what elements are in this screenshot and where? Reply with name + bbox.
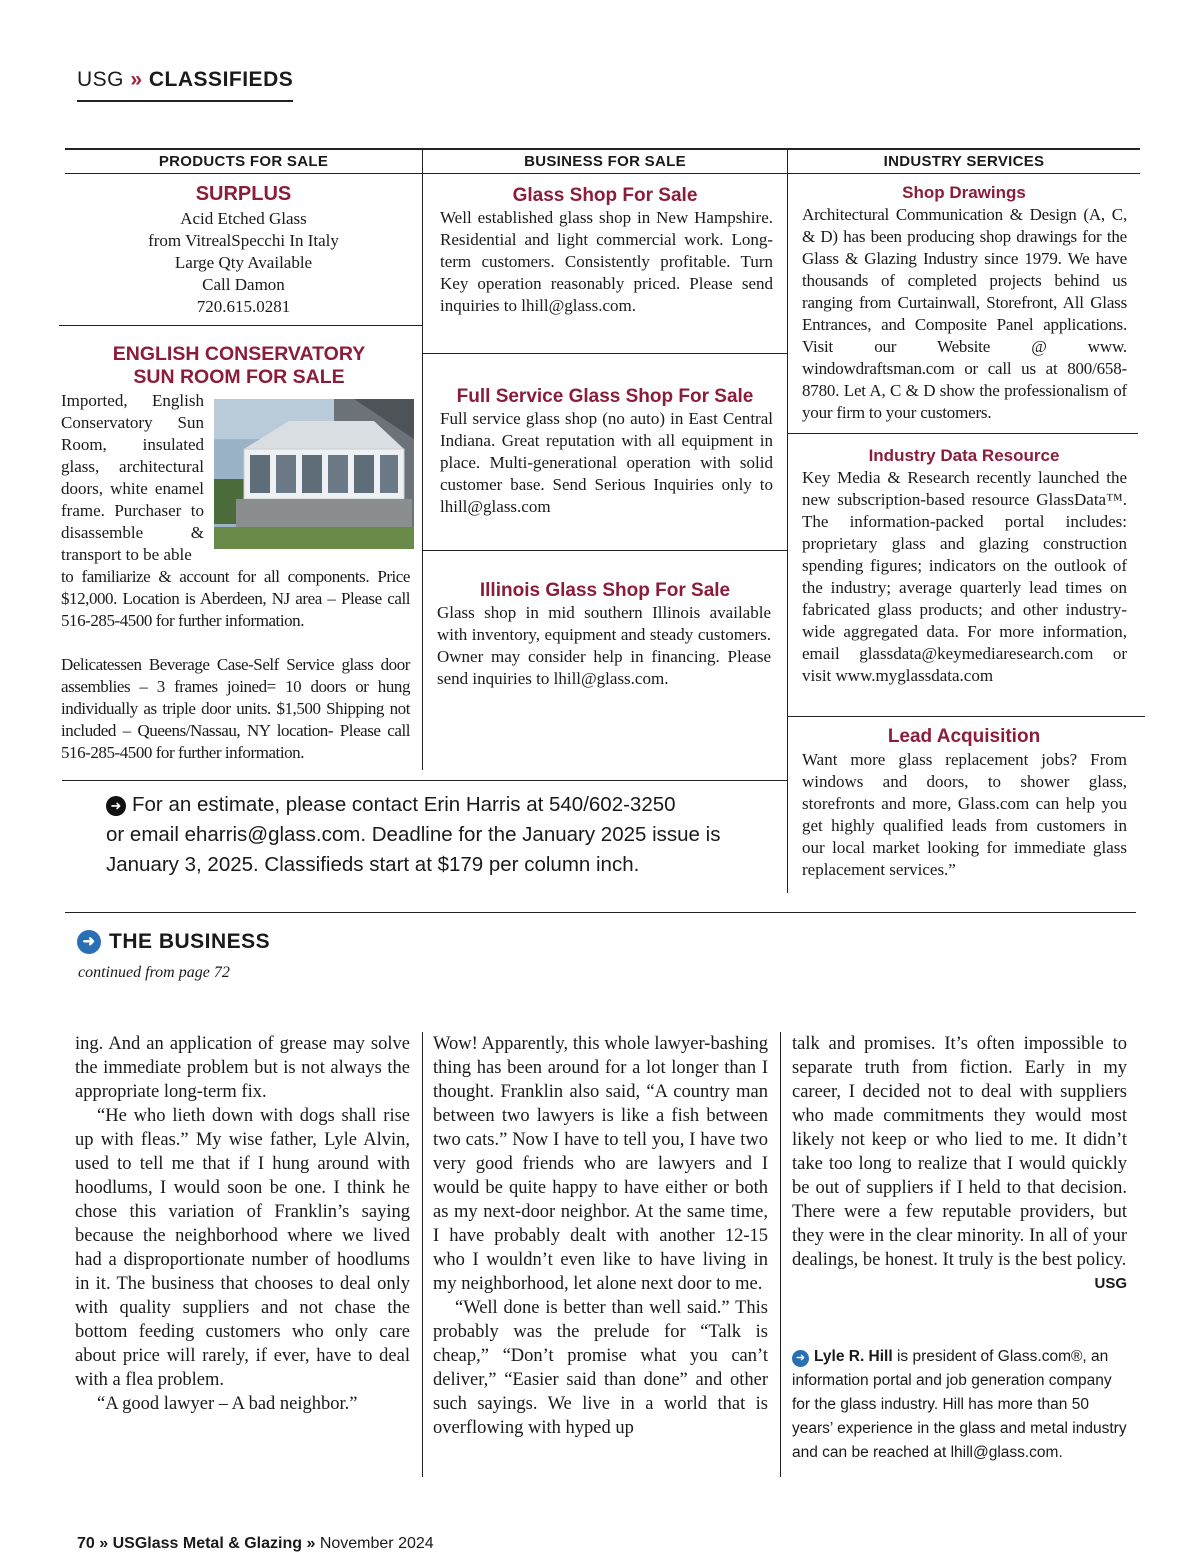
- article-paragraph: [792, 1032, 1127, 1292]
- article-paragraph: “He who lieth down with dogs shall rise up with fleas.” My wise father, Lyle Alvin, used to tell me that if I hung around with hoodlums, I would soon be one. I think he chose this variation of Franklin’s saying because the neighborhood where we lived had a disproportionate number of hoodlums in it. The business that chooses to deal only with quality suppliers and not chase the bottom feeding customers who only care about price will rarely, if ever, have to deal with a flea problem.: [75, 1106, 410, 1390]
- surplus-body: [65, 208, 422, 318]
- author-name: Lyle R. Hill: [814, 1348, 893, 1365]
- usg-signoff: USG: [1094, 1275, 1127, 1292]
- surplus-line: 720.615.0281: [196, 297, 291, 316]
- section-rule: [65, 912, 1136, 913]
- section-heading-text: THE BUSINESS: [109, 930, 271, 953]
- services-title-1: Shop Drawings: [902, 183, 1026, 202]
- business-title-1: Glass Shop For Sale: [512, 185, 698, 206]
- col-header-business: BUSINESS FOR SALE: [524, 153, 686, 170]
- services-divider-2: [788, 716, 1145, 717]
- continued-note: continued from page 72: [78, 964, 230, 981]
- sunroom-photo: [214, 399, 414, 549]
- article-paragraph: “Well done is better than well said.” This probably was the prelude for “Talk is cheap,” “Don’t promise what you can’t deliver,” “Easier said than done” and other such sayings. We live in a world that is overflowing with hyped up: [433, 1298, 768, 1438]
- services-body-3: Want more glass replacement jobs? From windows and doors, to shower glass, storefronts and more, Glass.com can help you get highly qualified leads from customers in our local market looking for immediate glass replacement services.”: [802, 750, 1127, 879]
- footer-issue: November 2024: [319, 1535, 434, 1552]
- services-body-2: Key Media & Research recently launched the new subscription-based resource GlassData™. The information-packed portal includes: proprietary glass and glazing construction spending figures; indicators on the outlook of the industry; average quarterly lead times on fabricated glass products; and other industry-wide aggregated data. For more information, email glassdata@keymediaresearch.com or visit www.myglassdata.com: [802, 468, 1127, 685]
- services-divider-1: [788, 433, 1138, 434]
- contact-line-3: January 3, 2025. Classifieds start at $179 per column inch.: [106, 853, 640, 876]
- business-title-3: Illinois Glass Shop For Sale: [479, 580, 731, 601]
- column-divider-1: [422, 148, 423, 770]
- table-header-rule: [65, 173, 1140, 174]
- article-column-3: [792, 1032, 1127, 1296]
- products-divider: [59, 325, 422, 326]
- business-body-2: Full service glass shop (no auto) in East Central Indiana. Great reputation with all equipment in place. Multi-generational operation with solid customer base. Send Serious Inquiries only to lhill@glass.com: [440, 409, 773, 516]
- services-body-1: Architectural Communication & Design (A, C, & D) has been producing shop drawings for the Glass & Glazing Industry since 1979. We have thousands of completed projects behind us ranging from Curtainwall, Storefront, All Glass Entrances, and Composite Panel applications. Visit our Website @ www. windowdraftsman.com or call us at 800/658-8780. Let A, C & D show the professionalism of your firm to your customers.: [802, 205, 1127, 422]
- article-col3-text: talk and promises. It’s often impossible to separate truth from fiction. Early in my career, I decided not to deal with suppliers who made commitments they would most likely not keep or who lied to me. It didn’t take too long to realize that I would quickly be out of suppliers if I held to that decision. There were a few reputable providers, but they were in the clear minority. In all of your dealings, be honest. It truly is the best policy.: [792, 1034, 1127, 1270]
- article-divider-1: [422, 1032, 423, 1477]
- surplus-line: Call Damon: [202, 275, 285, 294]
- section-title: CLASSIFIEDS: [148, 68, 294, 91]
- page-footer: [77, 1535, 434, 1553]
- conservatory-title-line2: SUN ROOM FOR SALE: [133, 366, 345, 388]
- business-body-1: Well established glass shop in New Hampshire. Residential and light commercial work. Long-term customers. Consistently profitable. Turn Key operation reasonably priced. Please send inquiries to lhill@glass.com.: [440, 208, 773, 315]
- contact-info: [106, 790, 766, 880]
- contact-top-rule: [62, 780, 787, 781]
- publication-label: USG: [77, 68, 125, 91]
- contact-line-1-text: For an estimate, please contact Erin Harris at 540/602-3250: [132, 793, 676, 816]
- contact-line-1: [106, 790, 766, 820]
- surplus-title: SURPLUS: [195, 183, 292, 205]
- arrow-right-icon: ➜: [106, 796, 126, 816]
- conservatory-body-full: to familiarize & account for all components. Price $12,000. Location is Aberdeen, NJ area – Please call 516-285-4500 for further information.: [61, 567, 410, 630]
- col-header-services: INDUSTRY SERVICES: [883, 153, 1045, 170]
- conservatory-title-line1: ENGLISH CONSERVATORY: [112, 343, 366, 365]
- page-header: [77, 68, 293, 102]
- business-divider-2: [423, 550, 787, 551]
- services-title-2: Industry Data Resource: [868, 446, 1060, 465]
- column-divider-2: [787, 148, 788, 893]
- table-top-rule: [65, 148, 1140, 150]
- chevron-icon: »: [306, 1535, 316, 1552]
- article-column-1: [75, 1032, 410, 1416]
- chevron-icon: »: [130, 68, 143, 91]
- business-title-2: Full Service Glass Shop For Sale: [456, 386, 754, 407]
- arrow-right-icon: ➜: [792, 1350, 809, 1367]
- surplus-line: Large Qty Available: [174, 253, 313, 272]
- author-bio-text: is president of Glass.com®, an information portal and job generation company for the glass industry. Hill has more than 50 years’ experience in the glass and metal industry and can be reached at lhill@glass.com.: [792, 1348, 1127, 1461]
- business-divider-1: [423, 353, 787, 354]
- services-title-3: Lead Acquisition: [887, 726, 1041, 747]
- arrow-right-icon: ➜: [77, 930, 101, 954]
- article-column-2: [433, 1032, 768, 1440]
- contact-line-2: or email eharris@glass.com. Deadline for the January 2025 issue is: [106, 823, 721, 846]
- section-heading: [77, 930, 270, 954]
- conservatory-title: [59, 343, 419, 389]
- page-number: 70: [77, 1535, 95, 1552]
- author-bio: [792, 1345, 1128, 1465]
- conservatory-body-wrap: Imported, English Conservatory Sun Room, insulated glass, architectural doors, white enamel frame. Purchaser to disassemble & transport to be able: [61, 391, 204, 564]
- article-paragraph: Wow! Apparently, this whole lawyer-bashing thing has been around for a lot longer than I thought. Franklin also said, “A country man between two lawyers is like a fish between two cats.” Now I have to tell you, I have two very good friends who are lawyers and I would be quite happy to have either or both as my next-door neighbor. At the same time, I have probably dealt with another 12-15 who I wouldn’t even like to have living in my neighborhood, let alone next door to me.: [433, 1034, 768, 1294]
- surplus-line: Acid Etched Glass: [180, 209, 307, 228]
- article-paragraph: “A good lawyer – A bad neighbor.”: [97, 1394, 358, 1414]
- col-header-products: PRODUCTS FOR SALE: [158, 153, 329, 170]
- article-divider-2: [780, 1032, 781, 1477]
- footer-publication: USGlass Metal & Glazing: [112, 1535, 302, 1552]
- business-body-3: Glass shop in mid southern Illinois available with inventory, equipment and steady customers. Owner may consider help in financing. Please send inquiries to lhill@glass.com.: [437, 603, 771, 688]
- article-paragraph: ing. And an application of grease may solve the immediate problem but is not always the appropriate long-term fix.: [75, 1034, 410, 1102]
- surplus-line: from VitrealSpecchi In Italy: [148, 231, 339, 250]
- delicatessen-ad: Delicatessen Beverage Case-Self Service glass door assemblies – 3 frames joined= 10 doors or hung individually as triple door units. $1,500 Shipping not included – Queens/Nassau, NY location- Please call 516-285-4500 for further information.: [61, 655, 410, 762]
- chevron-icon: »: [99, 1535, 109, 1552]
